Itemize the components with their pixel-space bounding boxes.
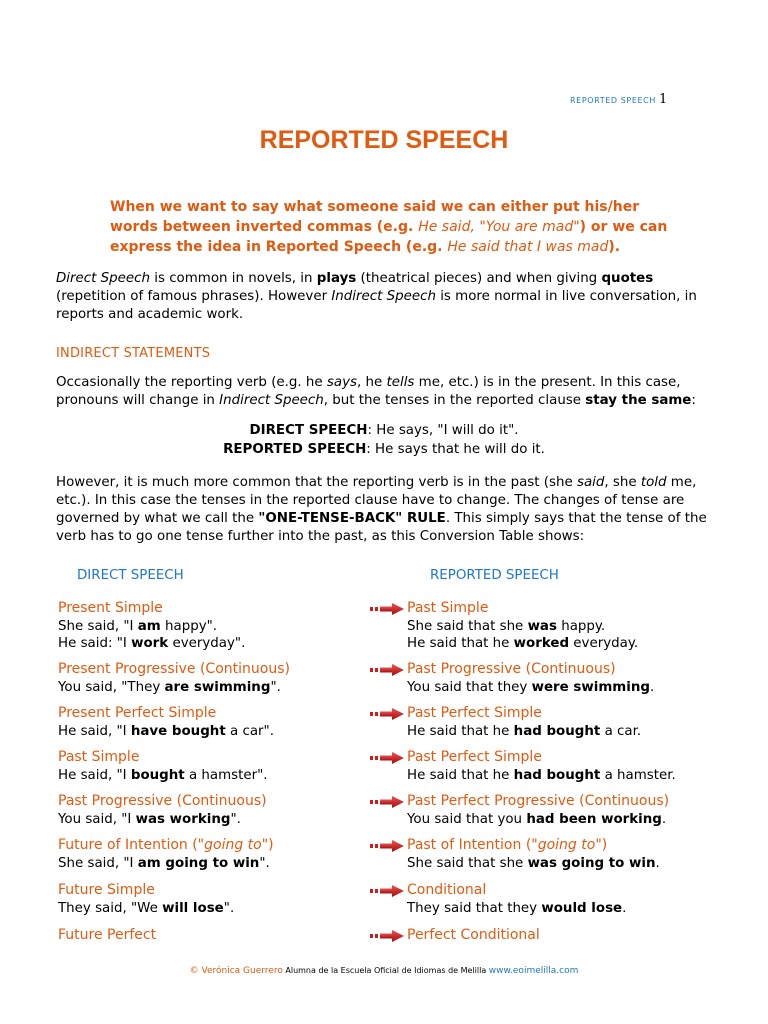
text: a hamster. <box>600 767 676 783</box>
verb: was working <box>135 811 231 827</box>
direct-cell <box>58 661 378 696</box>
arrow-right-icon <box>370 796 404 808</box>
arrow-right-icon <box>370 752 404 764</box>
term: Indirect Speech <box>219 393 324 408</box>
term: Direct Speech <box>56 271 150 286</box>
example-line <box>58 900 378 918</box>
tense-name: Future Simple <box>58 882 155 898</box>
tense-name: Past Progressive (Continuous) <box>58 793 267 809</box>
example-line <box>407 767 727 785</box>
reported-cell <box>407 927 727 945</box>
example-line <box>407 855 727 873</box>
verb: work <box>131 636 169 651</box>
text: However, it is much more common that the reporting verb is in the past (she <box>56 475 577 490</box>
term: says <box>326 375 357 390</box>
page-number: 1 <box>658 92 668 107</box>
text: ". <box>223 900 235 916</box>
example-line <box>407 723 727 741</box>
term: Indirect Speech <box>331 289 436 304</box>
verb: was going to win <box>527 855 656 871</box>
term: quotes <box>601 271 654 286</box>
term: said <box>576 475 605 490</box>
tense-name: Past Perfect Progressive (Continuous) <box>407 793 670 809</box>
direct-cell <box>58 600 378 653</box>
example-label: REPORTED SPEECH <box>223 442 367 457</box>
text: . <box>649 679 655 695</box>
arrow-right-icon <box>370 840 404 852</box>
text: : <box>691 393 696 408</box>
direct-cell <box>58 749 378 784</box>
reported-cell <box>407 749 727 784</box>
text: happy". <box>160 618 218 634</box>
verb: have bought <box>130 723 226 739</box>
verb: are swimming <box>164 679 271 695</box>
text: , she <box>604 475 641 490</box>
intro-example: He said, "You are mad" <box>418 219 580 235</box>
reported-cell <box>407 600 727 653</box>
example-line <box>58 635 378 653</box>
text: is common in novels, in <box>149 271 317 286</box>
text: . <box>655 855 660 871</box>
reported-cell <box>407 705 727 740</box>
example-line <box>58 618 378 636</box>
text: She said that she <box>407 855 528 871</box>
verb: worked <box>513 636 570 651</box>
text: She said, "I <box>58 618 138 634</box>
text: You said, "I <box>58 811 136 827</box>
page-footer <box>0 966 768 976</box>
tense-name: Present Perfect Simple <box>58 705 217 721</box>
example-line <box>58 679 378 697</box>
arrow-right-icon <box>370 885 404 897</box>
verb: would lose <box>541 900 623 916</box>
example-direct <box>0 421 768 440</box>
section-heading: INDIRECT STATEMENTS <box>56 346 211 361</box>
tense-name: Past Simple <box>58 749 140 765</box>
text: me, etc.). In this case the tenses in the reported clause have to change. The changes of tense are governed by what we call the <box>56 475 697 526</box>
running-title: REPORTED SPEECH <box>570 96 656 105</box>
example-block <box>0 421 768 459</box>
verb: bought <box>130 767 185 783</box>
term: "ONE-TENSE-BACK" RULE <box>258 511 446 526</box>
text: is more normal in live conversation, in reports and academic work. <box>56 289 697 322</box>
text: a car. <box>600 723 642 739</box>
example-label: DIRECT SPEECH <box>249 423 368 438</box>
verb: were swimming <box>531 679 650 695</box>
text: She said that she <box>407 618 528 634</box>
text: (theatrical pieces) and when giving <box>356 271 602 286</box>
text: He said: "I <box>58 636 132 651</box>
text: . <box>661 811 667 827</box>
text: (repetition of famous phrases). However <box>56 289 332 304</box>
tense-name: Past Simple <box>407 600 489 616</box>
example-line <box>407 811 737 829</box>
text: She said, "I <box>58 855 138 871</box>
example-line <box>58 723 378 741</box>
direct-cell <box>58 882 378 917</box>
tense-name: Conditional <box>407 882 487 898</box>
text: He said, "I <box>58 723 131 739</box>
tense-name: Past Progressive (Continuous) <box>407 661 616 677</box>
text: ". <box>270 679 281 695</box>
text: Future of Intention (" <box>58 837 205 853</box>
text: He said that he <box>407 767 514 783</box>
term: plays <box>316 271 357 286</box>
direct-cell <box>58 705 378 740</box>
direct-cell <box>58 793 378 828</box>
example-text: : He says that he will do it. <box>366 442 545 457</box>
direct-cell <box>58 927 378 945</box>
text: , he <box>357 375 387 390</box>
text: . <box>622 900 627 916</box>
verb: had bought <box>513 723 601 739</box>
text: They said, "We <box>58 900 163 916</box>
example-line <box>407 635 727 653</box>
term: stay the same <box>585 393 692 408</box>
text: everyday". <box>168 636 246 651</box>
example-line <box>58 767 378 785</box>
text: everyday. <box>569 636 639 651</box>
text: You said that they <box>407 679 532 695</box>
verb: was <box>527 618 557 634</box>
text: They said that they <box>407 900 542 916</box>
text: He said that he <box>407 636 514 651</box>
example-line <box>407 618 727 636</box>
tense-name: Past Perfect Simple <box>407 749 542 765</box>
verb: am going to win <box>137 855 260 871</box>
reported-cell <box>407 882 727 917</box>
term: told <box>640 475 667 490</box>
column-header-direct: DIRECT SPEECH <box>77 568 184 583</box>
reported-cell <box>407 661 727 696</box>
text: Past of Intention (" <box>407 837 538 853</box>
intro-example: He said that I was mad <box>447 239 609 255</box>
direct-cell <box>58 837 378 872</box>
term: going to <box>537 837 596 853</box>
intro-paragraph <box>110 197 680 257</box>
footer-affiliation: Alumna de la Escuela Oficial de Idiomas de Melilla <box>282 966 489 975</box>
page-title: REPORTED SPEECH <box>259 126 509 154</box>
text: He said, "I <box>58 767 131 783</box>
arrow-right-icon <box>370 930 404 942</box>
tense-name: Past Perfect Simple <box>407 705 542 721</box>
text: happy. <box>556 618 606 634</box>
example-reported <box>0 440 768 459</box>
tense-name: Present Simple <box>58 600 163 616</box>
text: ". <box>259 855 270 871</box>
text: ") <box>261 837 274 853</box>
verb: had bought <box>513 767 601 783</box>
paragraph-present-reporting <box>56 374 726 410</box>
verb: am <box>137 618 161 634</box>
tense-name <box>58 837 378 855</box>
tense-name: Perfect Conditional <box>407 927 540 943</box>
arrow-right-icon <box>370 708 404 720</box>
arrow-right-icon <box>370 664 404 676</box>
example-line <box>58 811 378 829</box>
text: ". <box>230 811 241 827</box>
verb: will lose <box>162 900 224 916</box>
text: ") <box>595 837 608 853</box>
text: Occasionally the reporting verb (e.g. he <box>56 375 327 390</box>
running-header <box>570 92 668 107</box>
term: tells <box>386 375 415 390</box>
text: , but the tenses in the reported clause <box>323 393 586 408</box>
arrow-right-icon <box>370 603 404 615</box>
intro-text: When we want to say what someone said we can either put his/her words between inverted commas (e.g. <box>110 199 640 235</box>
footer-website-link[interactable]: www.eoimelilla.com <box>488 966 579 976</box>
text: He said that he <box>407 723 514 739</box>
example-text: : He says, "I will do it". <box>367 423 519 438</box>
text: You said, "They <box>58 679 165 695</box>
reported-cell <box>407 837 727 872</box>
intro-text: ) or we can express the idea in Reported Speech (e.g. <box>110 219 668 255</box>
reported-cell <box>407 793 737 828</box>
text: You said that you <box>407 811 527 827</box>
example-line <box>58 855 378 873</box>
example-line <box>407 679 727 697</box>
text: me, etc.) is in the present. In this case, pronouns will change in <box>56 375 681 408</box>
paragraph-direct-indirect <box>56 270 726 324</box>
text: a car". <box>225 723 274 739</box>
tense-name: Present Progressive (Continuous) <box>58 661 290 677</box>
column-header-reported: REPORTED SPEECH <box>430 568 559 583</box>
example-line <box>407 900 727 918</box>
text: a hamster". <box>184 767 268 783</box>
tense-name <box>407 837 727 855</box>
tense-name: Future Perfect <box>58 927 157 943</box>
term: going to <box>204 837 262 853</box>
verb: had been working <box>526 811 662 827</box>
footer-author: © Verónica Guerrero <box>189 966 283 976</box>
intro-text: ). <box>608 239 621 255</box>
paragraph-one-tense-back <box>56 474 726 546</box>
text: . This simply says that the tense of the verb has to go one tense further into the past, as this Conversion Table shows: <box>56 511 707 544</box>
